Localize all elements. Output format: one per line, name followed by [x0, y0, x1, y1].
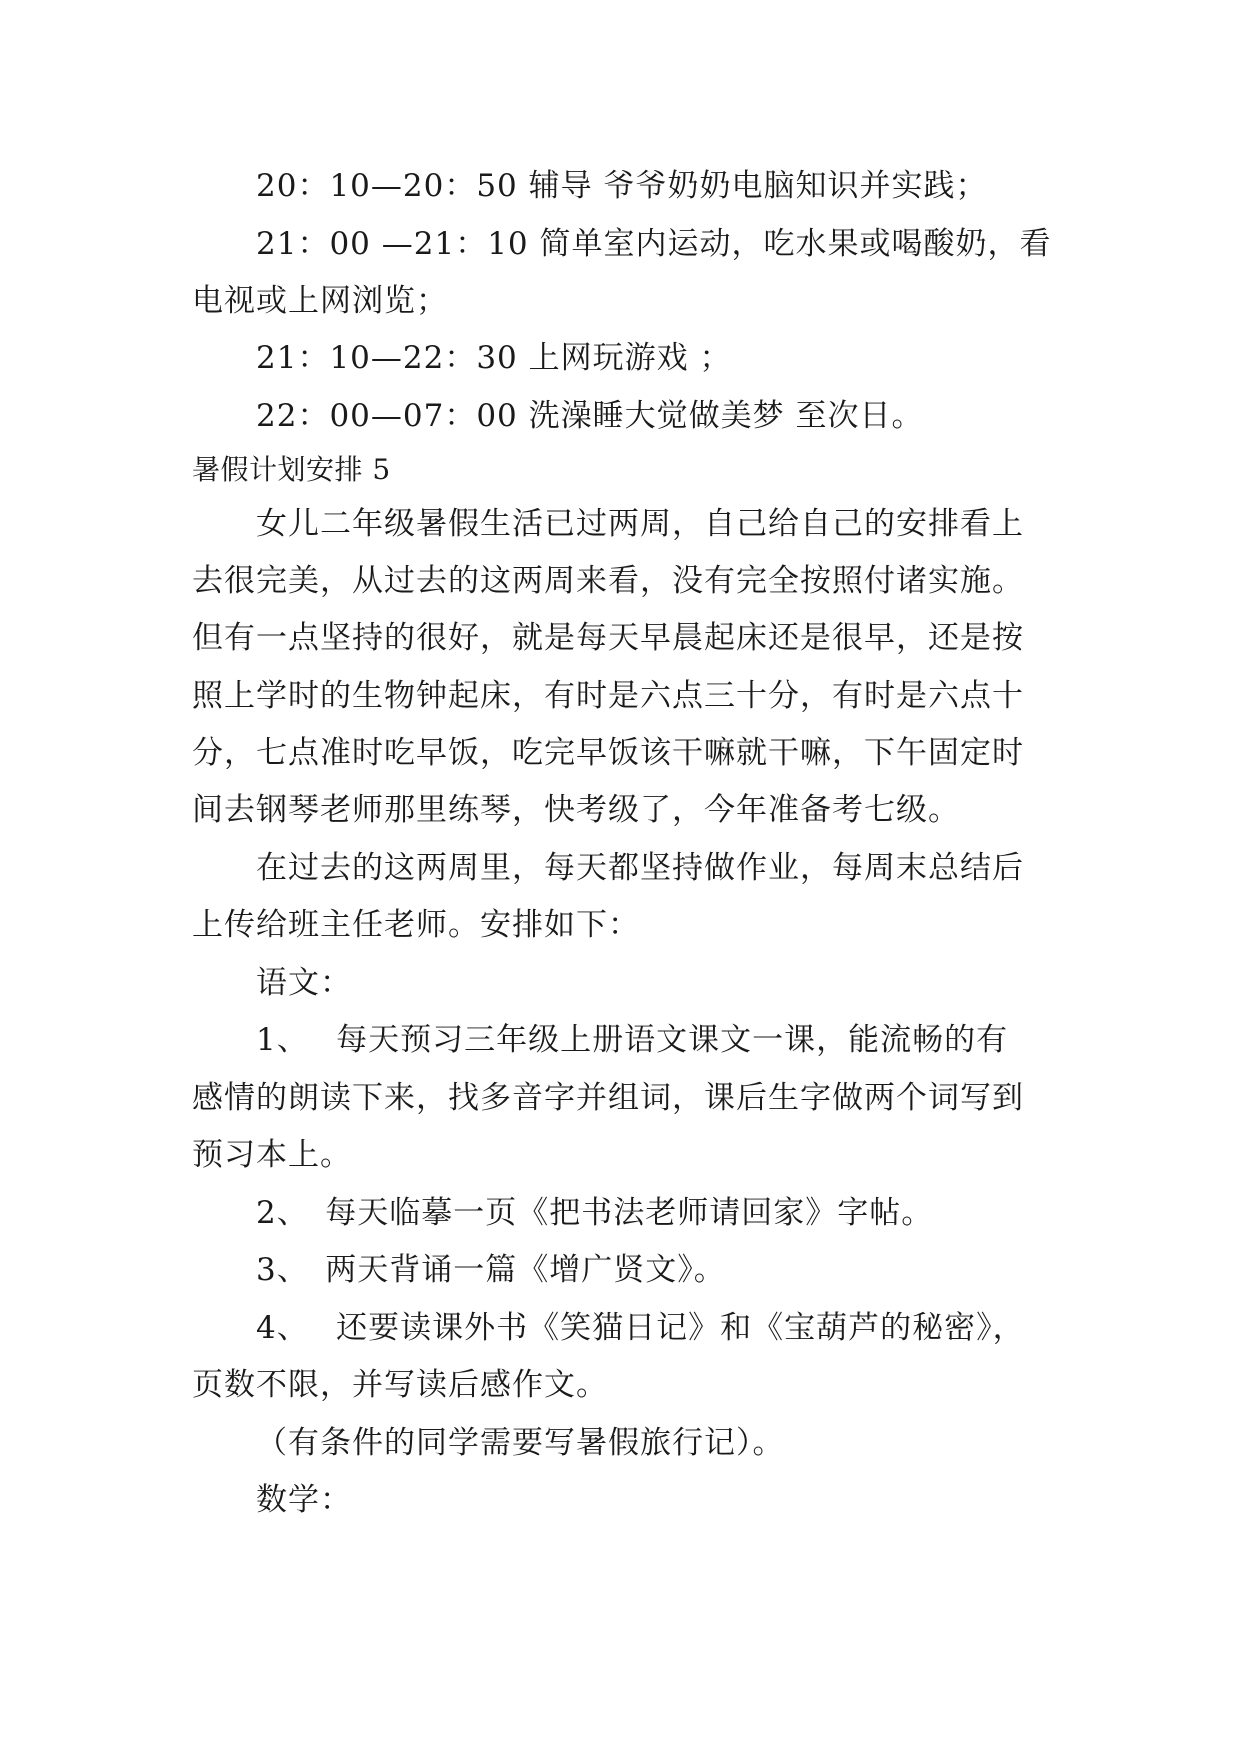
list-item: 1、 每天预习三年级上册语文课文一课，能流畅的有	[256, 1022, 1009, 1058]
schedule-line: 21：00 —21：10 简单室内运动，吃水果或喝酸奶，看	[256, 226, 1052, 262]
paragraph-line: 在过去的这两周里，每天都坚持做作业，每周末总结后	[256, 850, 1024, 886]
schedule-line: 21：10—22：30 上网玩游戏 ；	[256, 340, 732, 376]
list-item-continued: 页数不限，并写读后感作文。	[192, 1367, 608, 1403]
paragraph-line: 分，七点准时吃早饭，吃完早饭该干嘛就干嘛，下午固定时	[192, 735, 1024, 771]
list-item: 3、 两天背诵一篇《增广贤文》。	[256, 1252, 726, 1288]
schedule-line: 22：00—07：00 洗澡睡大觉做美梦 至次日。	[256, 398, 924, 434]
schedule-line-continued: 电视或上网浏览；	[192, 283, 448, 319]
section-heading: 暑假计划安排 5	[192, 453, 391, 486]
paragraph-line: 去很完美，从过去的这两周来看，没有完全按照付诸实施。	[192, 563, 1024, 599]
subject-label-math: 数学：	[256, 1482, 352, 1518]
schedule-line: 20：10—20：50 辅导 爷爷奶奶电脑知识并实践；	[256, 168, 988, 204]
paragraph-line: 上传给班主任老师。安排如下：	[192, 907, 640, 943]
paragraph-line: 照上学时的生物钟起床，有时是六点三十分，有时是六点十	[192, 678, 1024, 714]
paragraph-line: 间去钢琴老师那里练琴，快考级了，今年准备考七级。	[192, 792, 960, 828]
paragraph-line: 但有一点坚持的很好，就是每天早晨起床还是很早，还是按	[192, 620, 1024, 656]
list-item: 4、 还要读课外书《笑猫日记》和《宝葫芦的秘密》，	[256, 1310, 1025, 1346]
paragraph-line: 女儿二年级暑假生活已过两周，自己给自己的安排看上	[256, 506, 1024, 542]
note-line: （有条件的同学需要写暑假旅行记）。	[256, 1425, 785, 1461]
list-item-continued: 感情的朗读下来，找多音字并组词，课后生字做两个词写到	[192, 1080, 1024, 1116]
list-item-continued: 预习本上。	[192, 1137, 352, 1173]
list-item: 2、 每天临摹一页《把书法老师请回家》字帖。	[256, 1195, 934, 1231]
subject-label-chinese: 语文：	[256, 965, 352, 1001]
